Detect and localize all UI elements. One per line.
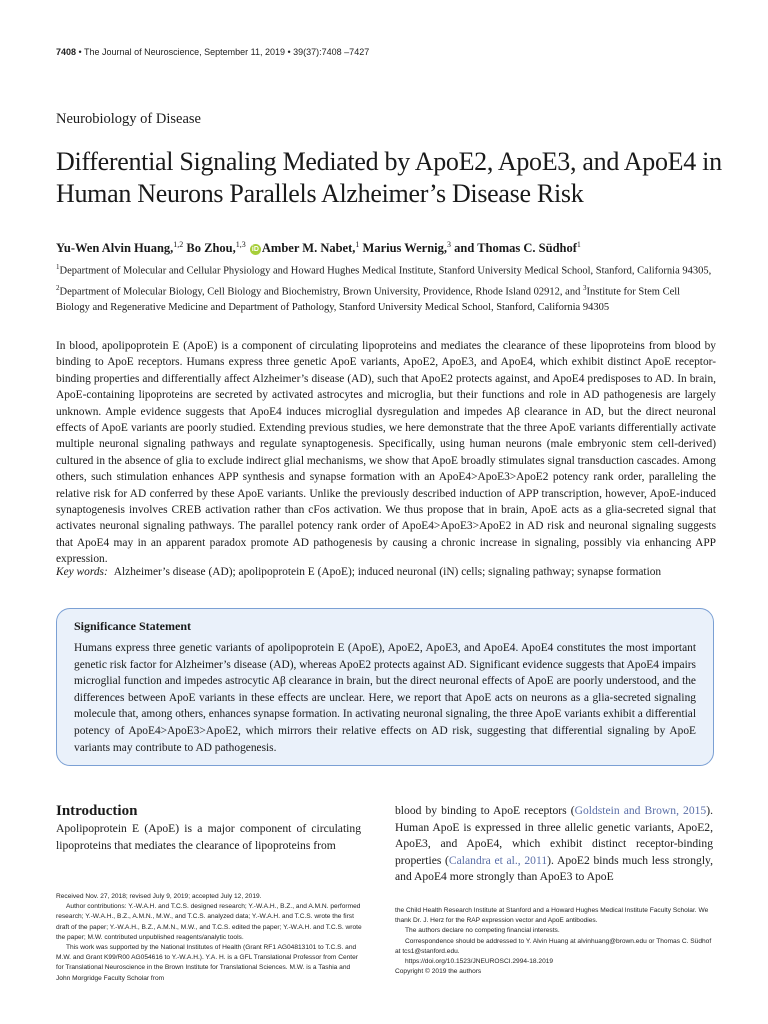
- journal-citation: • The Journal of Neuroscience, September 11, 2019 • 39(37):7408 –7427: [78, 47, 370, 57]
- footnote-contributions: Author contributions: Y.-W.A.H. and T.C.S. designed research; Y.-W.A.H., B.Z., and A.M.N. performed research; Y.-W.A.H., B.Z., A.M.N., M.W., and T.C.S. analyzed data; Y.-W.A.H. and T.C.S. wrote the first draft of the paper; Y.-W.A.H., B.Z., A.M.N., M.W., and T.C.S. edited the paper; Y.-W.A.H. and T.C.S. wrote the paper; M.W. contributed unpublished reagents/analytic tools.: [56, 903, 362, 941]
- affiliation-1: Department of Molecular and Cellular Physiology and Howard Hughes Medical Institute, Stanford University Medical School, Stanford, California 94305,: [59, 265, 712, 277]
- page-number: 7408: [56, 47, 77, 57]
- intro-text: ). Human ApoE is expressed in three allelic genetic variants, ApoE2, ApoE3, and ApoE4, which exhibit distinct receptor-binding properties (: [395, 804, 713, 867]
- author-affil-sup: 3: [447, 240, 452, 249]
- footnote-correspondence: Correspondence should be addressed to Y. Alvin Huang at alvinhuang@brown.edu or Thomas C. Südhof at tcs1@stanford.edu.: [395, 937, 712, 955]
- intro-text: ). ApoE2 binds much less strongly, and ApoE4 more strongly than ApoE3 to ApoE: [395, 853, 713, 884]
- author-name: Bo Zhou,: [186, 241, 236, 256]
- keywords-label: Key words:: [56, 566, 108, 578]
- author-name: and Thomas C. Südhof: [454, 241, 577, 256]
- author-name: Amber M. Nabet,: [261, 241, 356, 256]
- running-header: [56, 47, 369, 57]
- introduction-right-column: [395, 803, 713, 886]
- abstract: In blood, apolipoprotein E (ApoE) is a component of circulating lipoproteins and mediates the clearance of these lipoproteins from blood by binding to ApoE receptors. Humans express three genetic ApoE variants, ApoE2, ApoE3, and ApoE4, which exhibit distinct ApoE receptor-binding properties and differentially affect Alzheimer’s disease (AD), such that ApoE2 protects against, and ApoE4 predisposes to AD. In brain, ApoE-containing lipoproteins are secreted by activated astrocytes and microglia, but their functions and role in AD pathogenesis are largely unknown. Ample evidence suggests that ApoE4 induces microglial dysregulation and impedes Aβ clearance in AD, but the direct neuronal effects of ApoE variants are poorly studied. Extending previous studies, we here demonstrate that the three ApoE variants differentially activate multiple neuronal signaling pathways and regulate synaptogenesis. Specifically, using human neurons (male embryonic stem cell-derived) cultured in the absence of glia to exclude indirect glial mechanisms, we show that ApoE broadly stimulates signal transduction cascades. Among others, such stimulation enhances APP synthesis and synapse formation with an ApoE4>ApoE3>ApoE2 potency rank order, paralleling the relative risk for AD conferred by these ApoE variants. Unlike the previously described induction of APP transcription, however, ApoE-induced synaptogenesis involves CREB activation rather than cFos activation. We thus propose that in brain, ApoE acts as a glia-secreted signal that activates neuronal signaling pathways. The parallel potency rank order of ApoE4>ApoE3>ApoE2 in AD risk and neuronal signaling suggests that ApoE4 may in an apparent paradox promote AD pathogenesis by causing a chronic increase in signaling, possibly via enhancing APP expression.: [56, 340, 716, 566]
- author-affil-sup: 1,2: [173, 240, 184, 249]
- section-label: Neurobiology of Disease: [56, 111, 201, 127]
- intro-text: blood by binding to ApoE receptors (: [395, 804, 575, 817]
- author-list: [56, 240, 736, 256]
- author-affil-sup: 1,3: [235, 240, 246, 249]
- author-name: Marius Wernig,: [362, 241, 448, 256]
- significance-title: Significance Statement: [74, 619, 191, 633]
- author-name: Yu-Wen Alvin Huang,: [56, 241, 174, 256]
- keywords: [56, 566, 716, 578]
- orcid-icon[interactable]: iD: [251, 245, 259, 253]
- paper-title: Differential Signaling Mediated by ApoE2, ApoE3, and ApoE4 in Human Neurons Parallels Alzheimer’s Disease Risk: [56, 147, 722, 208]
- footnote-funding-cont: the Child Health Research Institute at Stanford and a Howard Hughes Medical Institute Faculty Scholar. We thank Dr. J. Herz for the RAP expression vector and ApoE antibodies.: [395, 907, 709, 925]
- footnote-funding: This work was supported by the National Institutes of Health (Grant RF1 AG04813101 to T.C.S. and M.W. and Grant K99/R00 AG054616 to Y.-W.A.H.). Y.A. H. is a GFL Translational Professor from Center for Translational Neuroscience in the Brown Institute for Translational Sciences. M.W. is a Tashia and John Morgridge Faculty Scholar from: [56, 944, 358, 982]
- footnotes-left: [56, 892, 364, 984]
- footnotes-right: [395, 906, 713, 977]
- footnote-copyright: Copyright © 2019 the authors: [395, 968, 482, 976]
- author-affil-sup: 1: [576, 240, 581, 249]
- affiliations: $^1$Department of Molecular and Cellular Physiology and Howard Hughes Medical Institute, Stanford University Medical School, Stanford, California 94305, $^2$Department of Molecular Biology, Cell Biology and Biochemistry, Brown University, Providence, Rhode Island 02912, and $^3$Institute for Stem Cell Biology and Regenerative Medicine and Department of Pathology, Stanford University Medical School, Stanford, California 94305: [56, 263, 712, 313]
- keywords-text: Alzheimer’s disease (AD); apolipoprotein E (ApoE); induced neuronal (iN) cells; signaling pathway; synapse formation: [113, 566, 662, 578]
- author-affil-sup: 1: [355, 240, 360, 249]
- affiliation-2: Department of Molecular Biology, Cell Biology and Biochemistry, Brown University, Providence, Rhode Island 02912, and: [59, 286, 581, 297]
- introduction-left-column: Apolipoprotein E (ApoE) is a major component of circulating lipoproteins that mediates the clearance of lipoproteins from: [56, 822, 361, 852]
- introduction-heading: Introduction: [56, 803, 138, 819]
- affiliation-3: Institute for Stem Cell Biology and Regenerative Medicine and Department of Pathology, Stanford University Medical School, Stanford, California 94305: [56, 286, 681, 313]
- footnote-doi[interactable]: https://doi.org/10.1523/JNEUROSCI.2994-18.2019: [405, 958, 554, 966]
- significance-text: Humans express three genetic variants of apolipoprotein E (ApoE), ApoE2, ApoE3, and ApoE4. ApoE4 constitutes the most important genetic risk factor for Alzheimer’s disease (AD), whereas ApoE2 protects against AD. Significant evidence suggests that ApoE4 impairs microglial function and impedes astrocytic Aβ clearance in brain, but the direct neuronal effects of ApoE are poorly understood, and the differences between ApoE variants in these effects are unclear. Here, we report that ApoE acts on neurons as a glia-secreted signaling molecule that, among others, enhances synapse formation. In activating neuronal signaling, the three ApoE variants exhibit a differential potency of ApoE4>ApoE3>ApoE2, which mirrors their relative effects on AD risk, suggesting that differential signaling by ApoE variants may contribute to AD pathogenesis.: [74, 642, 696, 754]
- citation-link[interactable]: Goldstein and Brown, 2015: [574, 804, 707, 817]
- footnote-received: Received Nov. 27, 2018; revised July 9, 2019; accepted July 12, 2019.: [56, 893, 262, 900]
- footnote-competing-interests: The authors declare no competing financial interests.: [405, 927, 560, 935]
- citation-link[interactable]: Calandra et al., 2011: [448, 853, 548, 867]
